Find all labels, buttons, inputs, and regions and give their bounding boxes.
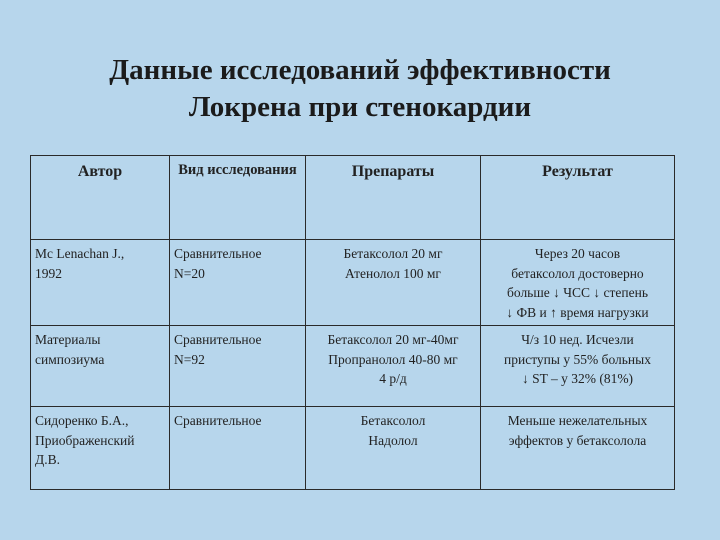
header-author: Автор xyxy=(31,156,170,240)
cell-line: Надолол xyxy=(368,432,418,448)
cell-line: N=92 xyxy=(174,351,205,367)
cell-line: Mc Lenachan J., xyxy=(35,246,125,261)
cell-line: эффектов у бетаксолола xyxy=(508,432,647,448)
study-table xyxy=(30,155,675,490)
slide-title xyxy=(0,52,720,126)
cell-result xyxy=(481,240,675,326)
cell-line: приступы у 55% больных xyxy=(504,351,651,367)
cell-author xyxy=(31,240,170,326)
cell-line: Сравнительное xyxy=(174,332,262,347)
cell-line: Сравнительное xyxy=(174,246,262,261)
title-line-1: Данные исследований эффективности xyxy=(109,54,611,86)
table-row xyxy=(31,407,675,490)
header-result: Результат xyxy=(481,156,675,240)
cell-line: Ч/з 10 нед. Исчезли xyxy=(521,332,634,347)
cell-line: Бетаксолол 20 мг-40мг xyxy=(327,332,459,347)
cell-study-type xyxy=(170,407,306,490)
cell-line: 4 р/д xyxy=(379,371,407,386)
cell-line: N=20 xyxy=(174,265,205,281)
cell-line: симпозиума xyxy=(35,351,105,367)
cell-line: 1992 xyxy=(35,265,62,281)
header-study-type xyxy=(170,156,306,240)
cell-study-type xyxy=(170,240,306,326)
title-line-2: Локрена при стенокардии xyxy=(188,91,532,123)
cell-line: Сидоренко Б.А., xyxy=(35,413,129,428)
cell-line: Приображенский xyxy=(35,432,135,448)
header-study-type-line-2: исследования xyxy=(207,162,297,178)
cell-result xyxy=(481,407,675,490)
cell-line: Д.В. xyxy=(35,452,60,467)
cell-line: Атенолол 100 мг xyxy=(345,265,441,281)
cell-line: бетаксолол достоверно xyxy=(511,265,644,281)
cell-author xyxy=(31,326,170,407)
cell-line: Через 20 часов xyxy=(534,246,621,261)
table-row xyxy=(31,326,675,407)
cell-author xyxy=(31,407,170,490)
table-row xyxy=(31,240,675,326)
cell-line: Бетаксолол 20 мг xyxy=(343,246,443,261)
cell-drugs xyxy=(306,407,481,490)
cell-line: ↓ ST – у 32% (81%) xyxy=(521,371,634,386)
header-row xyxy=(31,156,675,240)
cell-line: Материалы xyxy=(35,332,101,347)
cell-line: Меньше нежелательных xyxy=(507,413,648,428)
cell-study-type xyxy=(170,326,306,407)
cell-drugs xyxy=(306,240,481,326)
cell-line: Бетаксолол xyxy=(360,413,426,428)
cell-line: Пропранолол 40-80 мг xyxy=(328,351,458,367)
cell-line: Сравнительное xyxy=(174,413,262,428)
cell-drugs xyxy=(306,326,481,407)
cell-result xyxy=(481,326,675,407)
header-drugs: Препараты xyxy=(306,156,481,240)
header-study-type-line-1: Вид xyxy=(178,162,204,178)
cell-line: больше ↓ ЧСС ↓ степень xyxy=(507,285,648,300)
cell-line: ↓ ФВ и ↑ время нагрузки xyxy=(506,304,649,320)
